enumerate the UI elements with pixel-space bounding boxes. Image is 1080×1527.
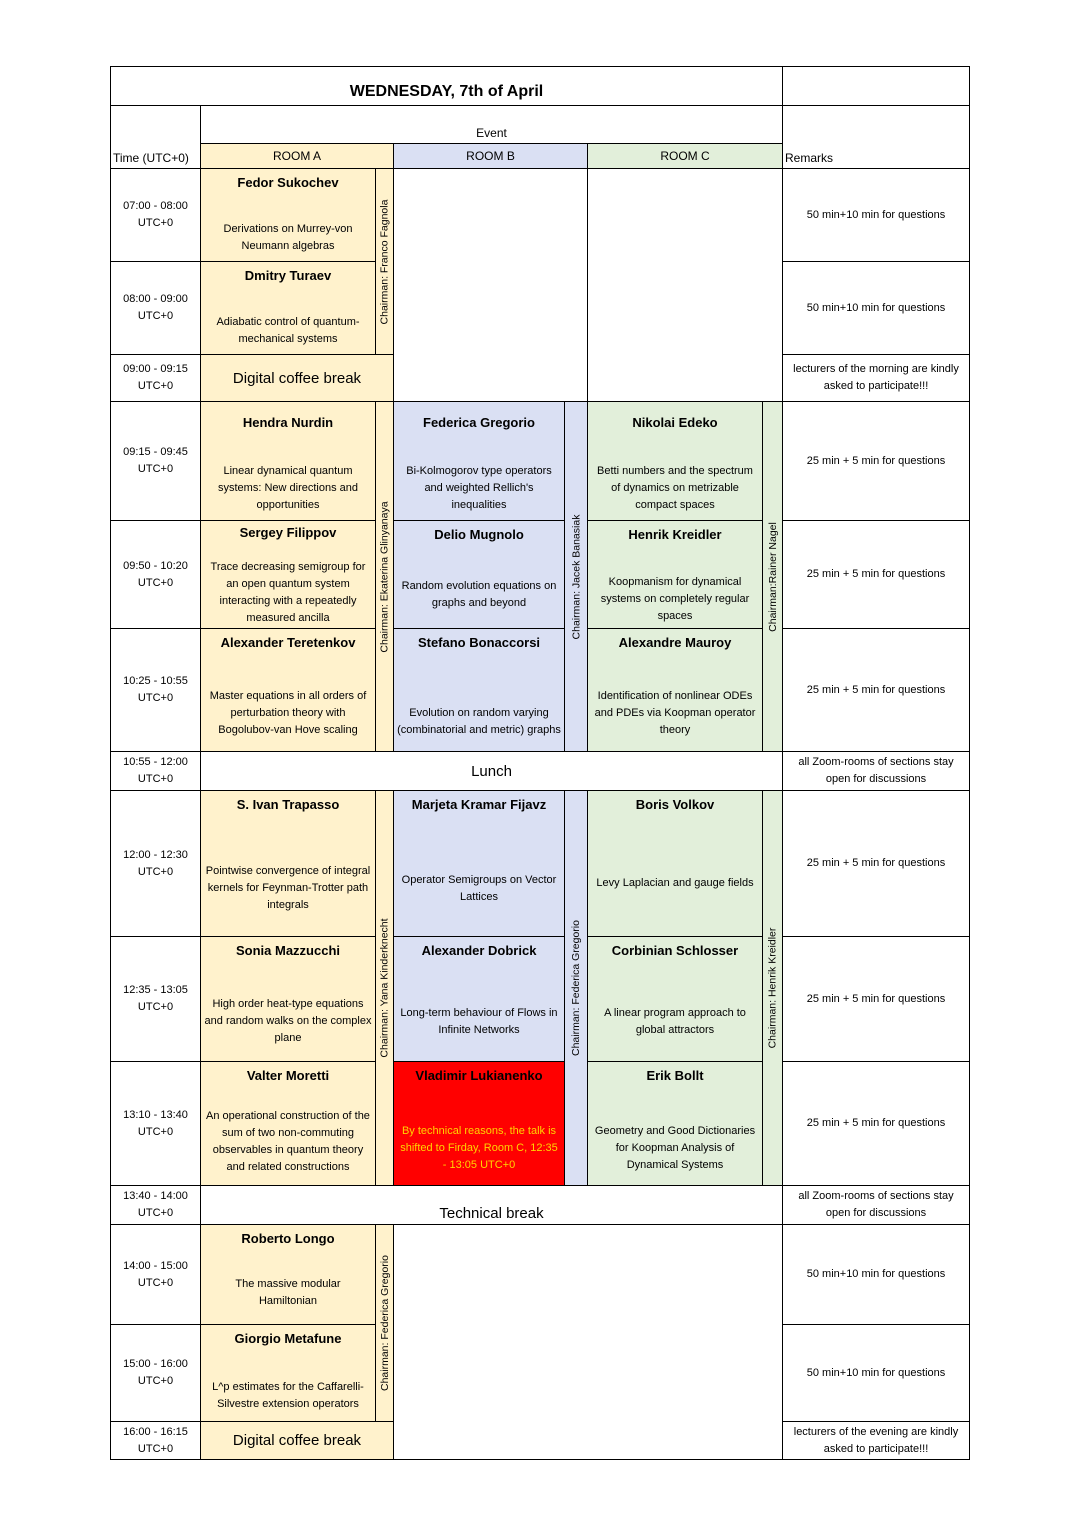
- talk-card: [200, 520, 376, 629]
- remark-cell: [782, 1224, 970, 1325]
- speaker-name: Corbinian Schlosser: [611, 943, 739, 958]
- talk-title: Identification of nonlinear ODEs and PDEs via Koopman operator theory: [594, 690, 756, 736]
- time-text: 09:15 - 09:45 UTC+0: [123, 446, 188, 475]
- speaker-name: Fedor Sukochev: [237, 175, 339, 190]
- remark-text: 50 min+10 min for questions: [806, 1268, 946, 1280]
- time-slot: [110, 1185, 201, 1225]
- chairman-label: [375, 790, 394, 1186]
- talk-title: Adiabatic control of quantum-mechanical systems: [216, 316, 360, 345]
- remark-text: 50 min+10 min for questions: [806, 208, 946, 221]
- lunch-break: [200, 751, 783, 791]
- chairman-label: [762, 790, 783, 1186]
- talk-card: [587, 628, 763, 752]
- talk-card: [200, 936, 376, 1062]
- speaker-name: Hendra Nurdin: [242, 415, 334, 430]
- speaker-name: Boris Volkov: [635, 797, 715, 812]
- chairman-text: Chairman: Federica Gregorio: [378, 1255, 391, 1391]
- talk-title: Evolution on random varying (combinatorial and metric) graphs: [397, 707, 561, 736]
- talk-card: [200, 401, 376, 521]
- chairman-label: [564, 790, 588, 1186]
- remark-text: 50 min+10 min for questions: [806, 301, 946, 314]
- page-title-text: WEDNESDAY, 7th of April: [349, 82, 544, 100]
- chairman-text: Chairman:Rainer Nagel: [766, 521, 779, 632]
- speaker-name: Alexander Teretenkov: [220, 635, 356, 650]
- chairman-label: [375, 168, 394, 355]
- time-slot: [110, 1324, 201, 1422]
- chairman-label: [762, 401, 783, 752]
- speaker-name: Valter Moretti: [246, 1068, 330, 1083]
- remark-cell: [782, 401, 970, 521]
- technical-break: [200, 1185, 783, 1225]
- room-c-label: ROOM C: [660, 149, 710, 163]
- speaker-name: Delio Mugnolo: [434, 527, 524, 542]
- remark-cell: [782, 936, 970, 1062]
- time-column-label: Time (UTC+0): [113, 151, 189, 165]
- speaker-name: Alexandre Mauroy: [618, 635, 732, 650]
- room-c-header: [587, 143, 783, 169]
- time-slot: [110, 936, 201, 1062]
- speaker-name: Dmitry Turaev: [244, 268, 332, 283]
- speaker-name: Giorgio Metafune: [234, 1331, 342, 1346]
- remark-text: 25 min + 5 min for questions: [806, 454, 946, 467]
- remark-text: lecturers of the morning are kindly asked to participate!!!: [793, 363, 959, 392]
- time-text: 10:25 - 10:55 UTC+0: [123, 675, 188, 704]
- time-text: 12:00 - 12:30 UTC+0: [123, 848, 188, 878]
- talk-card: [200, 1224, 376, 1325]
- break-label: Lunch: [471, 762, 512, 780]
- room-b-header: [393, 143, 588, 169]
- time-slot: [110, 1061, 201, 1186]
- cancelled-talk-card: [393, 1061, 565, 1186]
- time-text: 12:35 - 13:05 UTC+0: [123, 984, 188, 1013]
- talk-title: Trace decreasing semigroup for an open quantum system interacting with a repeatedly measured ancilla: [210, 561, 366, 624]
- time-text: 15:00 - 16:00 UTC+0: [123, 1358, 188, 1387]
- talk-title: A linear program approach to global attractors: [604, 1007, 746, 1036]
- remark-text: 25 min + 5 min for questions: [806, 683, 946, 696]
- room-a-header: [200, 143, 394, 169]
- chairman-label: [375, 401, 394, 752]
- remark-cell: [782, 1421, 970, 1460]
- talk-title: Levy Laplacian and gauge fields: [596, 877, 754, 889]
- room-bc-empty: [393, 1224, 783, 1460]
- coffee-break-evening: [200, 1421, 394, 1460]
- break-label: Digital coffee break: [232, 369, 362, 387]
- remarks-column-label: Remarks: [785, 151, 834, 165]
- time-text: 07:00 - 08:00 UTC+0: [123, 200, 188, 229]
- remark-cell: [782, 1061, 970, 1186]
- speaker-name: Henrik Kreidler: [628, 527, 722, 542]
- talk-title: Linear dynamical quantum systems: New directions and opportunities: [218, 465, 358, 511]
- speaker-name: S. Ivan Trapasso: [236, 797, 340, 812]
- room-b-empty: [393, 168, 588, 402]
- remark-text: all Zoom-rooms of sections stay open for discussions: [798, 756, 954, 785]
- remark-cell: [782, 1185, 970, 1225]
- speaker-name: Erik Bollt: [646, 1068, 704, 1083]
- time-slot: [110, 1421, 201, 1460]
- speaker-name: Vladimir Lukianenko: [415, 1068, 543, 1083]
- talk-title: Random evolution equations on graphs and beyond: [401, 580, 557, 609]
- remark-text: 25 min + 5 min for questions: [806, 568, 946, 580]
- talk-title: Pointwise convergence of integral kernels for Feynman-Trotter path integrals: [205, 865, 371, 911]
- remark-text: 25 min + 5 min for questions: [806, 992, 946, 1005]
- time-text: 14:00 - 15:00 UTC+0: [123, 1259, 188, 1289]
- talk-card: [200, 790, 376, 937]
- speaker-name: Sergey Filippov: [239, 525, 337, 540]
- break-label: Technical break: [439, 1205, 544, 1222]
- time-text: 13:40 - 14:00 UTC+0: [123, 1190, 188, 1219]
- speaker-name: Roberto Longo: [241, 1231, 335, 1246]
- talk-card: [393, 401, 565, 521]
- talk-card: [587, 401, 763, 521]
- remark-cell: [782, 628, 970, 752]
- talk-title: Koopmanism for dynamical systems on completely regular spaces: [600, 576, 750, 622]
- room-b-label: ROOM B: [466, 149, 515, 163]
- talk-card: [587, 936, 763, 1062]
- chairman-text: Chairman: Henrik Kreidler: [766, 927, 779, 1049]
- talk-title: Operator Semigroups on Vector Lattices: [401, 874, 557, 903]
- talk-card: [200, 628, 376, 752]
- remark-text: 25 min + 5 min for questions: [806, 857, 946, 869]
- speaker-name: Marjeta Kramar Fijavz: [411, 797, 547, 812]
- talk-card: [393, 520, 565, 629]
- remark-cell: [782, 790, 970, 937]
- chairman-text: Chairman: Franco Fagnola: [378, 199, 391, 324]
- time-slot: [110, 261, 201, 355]
- talk-title: Geometry and Good Dictionaries for Koopman Analysis of Dynamical Systems: [594, 1125, 756, 1171]
- chairman-text: Chairman: Yana Kinderknecht: [378, 918, 391, 1058]
- talk-title: By technical reasons, the talk is shifted to Firday, Room C, 12:35 - 13:05 UTC+0: [400, 1125, 558, 1171]
- talk-title: Long-term behaviour of Flows in Infinite Networks: [400, 1007, 558, 1036]
- talk-title: Master equations in all orders of perturbation theory with Bogolubov-van Hove scaling: [209, 690, 367, 736]
- remark-cell: [782, 751, 970, 791]
- speaker-name: Sonia Mazzucchi: [235, 943, 341, 958]
- time-text: 09:00 - 09:15 UTC+0: [123, 363, 188, 392]
- time-slot: [110, 520, 201, 629]
- remark-cell: [782, 520, 970, 629]
- remark-text: 50 min+10 min for questions: [806, 1366, 946, 1379]
- remark-text: all Zoom-rooms of sections stay open for discussions: [798, 1190, 954, 1219]
- coffee-break-morning: [200, 354, 394, 402]
- event-header-label: Event: [476, 126, 507, 140]
- talk-card: [393, 790, 565, 937]
- talk-card: [200, 1061, 376, 1186]
- time-text: 08:00 - 09:00 UTC+0: [123, 293, 188, 322]
- talk-title: High order heat-type equations and random walks on the complex plane: [204, 998, 372, 1044]
- speaker-name: Alexander Dobrick: [421, 943, 537, 958]
- talk-card: [587, 1061, 763, 1186]
- remark-text: 25 min + 5 min for questions: [806, 1117, 946, 1129]
- header-remarks-top: [782, 66, 970, 106]
- talk-title: L^p estimates for the Caffarelli-Silvestre extension operators: [212, 1381, 364, 1410]
- speaker-name: Federica Gregorio: [423, 415, 535, 430]
- time-slot: [110, 628, 201, 752]
- remarks-column-header: [782, 105, 970, 169]
- time-text: 16:00 - 16:15 UTC+0: [123, 1425, 188, 1455]
- talk-title: Bi-Kolmogorov type operators and weighted Rellich's inequalities: [406, 465, 552, 511]
- remark-cell: [782, 1324, 970, 1422]
- chairman-label: [375, 1224, 394, 1422]
- room-a-label: ROOM A: [272, 149, 321, 163]
- remark-text: lecturers of the evening are kindly asked to participate!!!: [793, 1425, 959, 1455]
- time-slot: [110, 168, 201, 262]
- break-label: Digital coffee break: [232, 1432, 362, 1449]
- time-slot: [110, 790, 201, 937]
- time-text: 09:50 - 10:20 UTC+0: [123, 559, 188, 589]
- talk-card: [200, 1324, 376, 1422]
- talk-title: Betti numbers and the spectrum of dynamics on metrizable compact spaces: [597, 465, 753, 511]
- time-slot: [110, 751, 201, 791]
- chairman-label: [564, 401, 588, 752]
- time-slot: [110, 354, 201, 402]
- talk-title: The massive modular Hamiltonian: [235, 1278, 341, 1307]
- time-slot: [110, 1224, 201, 1325]
- talk-card: [200, 168, 376, 262]
- remark-cell: [782, 261, 970, 355]
- page-title: [110, 66, 783, 106]
- talk-title: Derivations on Murrey-von Neumann algebras: [223, 223, 353, 252]
- chairman-text: Chairman: Ekaterina Glinyanaya: [378, 500, 391, 653]
- talk-title: An operational construction of the sum of two non-commuting observables in quantum theory and related constructions: [206, 1110, 370, 1173]
- remark-cell: [782, 168, 970, 262]
- speaker-name: Nikolai Edeko: [632, 415, 718, 430]
- talk-card: [393, 936, 565, 1062]
- remark-cell: [782, 354, 970, 402]
- talk-card: [393, 628, 565, 752]
- room-c-empty: [587, 168, 783, 402]
- chairman-text: Chairman: Federica Gregorio: [570, 920, 583, 1056]
- talk-card: [587, 520, 763, 629]
- event-header: [200, 105, 783, 144]
- time-column-header: [110, 105, 201, 169]
- time-slot: [110, 401, 201, 521]
- talk-card: [587, 790, 763, 937]
- talk-card: [200, 261, 376, 355]
- time-text: 10:55 - 12:00 UTC+0: [123, 756, 188, 785]
- time-text: 13:10 - 13:40 UTC+0: [123, 1108, 188, 1138]
- speaker-name: Stefano Bonaccorsi: [417, 635, 541, 650]
- chairman-text: Chairman: Jacek Banasiak: [570, 514, 582, 639]
